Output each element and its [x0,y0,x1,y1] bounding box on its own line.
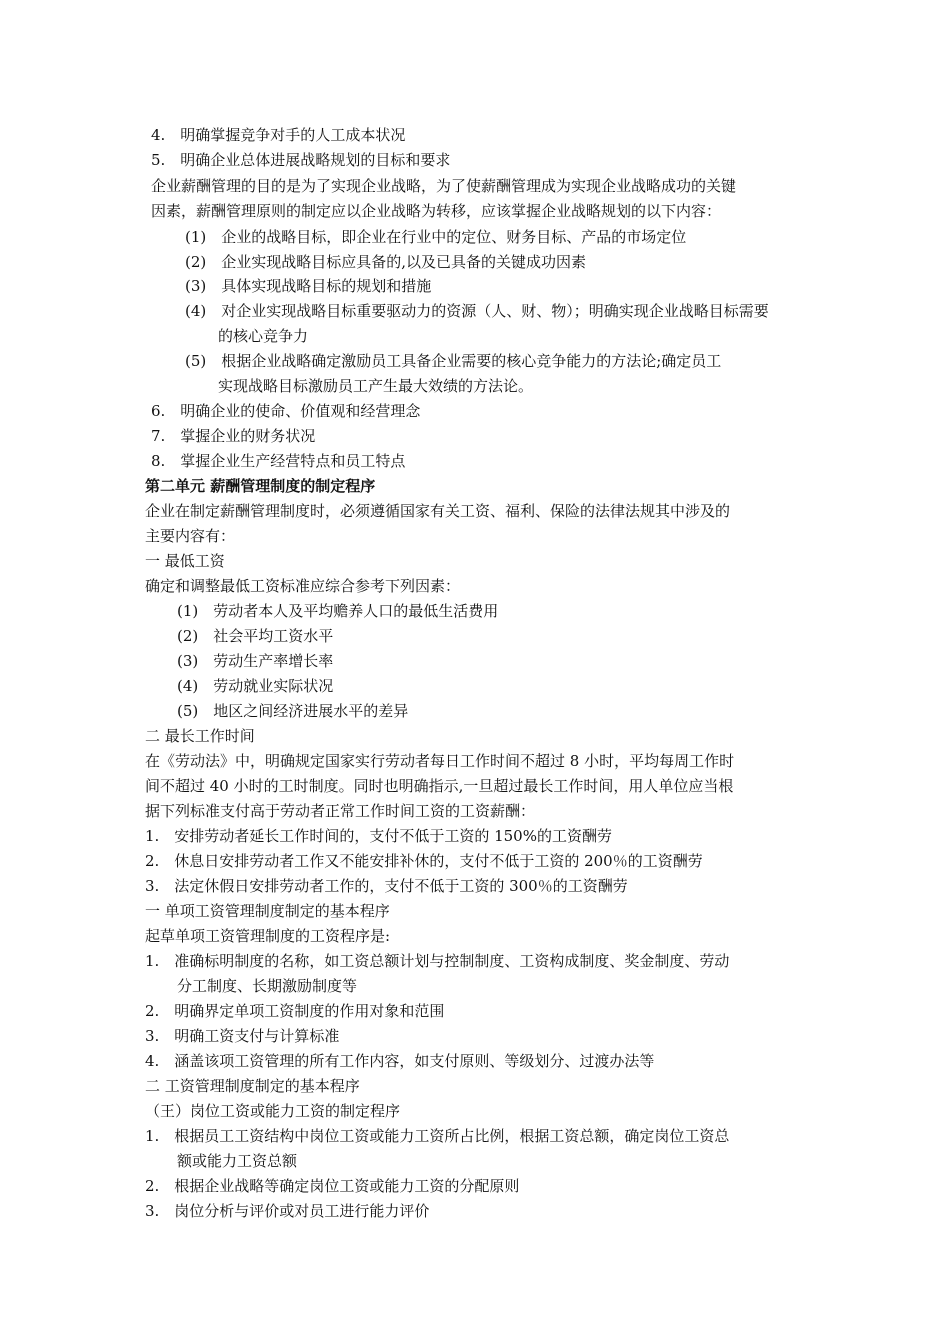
list-item: (5) 根据企业战略确定激励员工具备企业需要的核心竞争能力的方法论;确定员工 [185,352,722,370]
paragraph-line: 确定和调整最低工资标准应综合参考下列因素： [145,577,461,595]
subheading: 二 工资管理制度制定的基本程序 [145,1077,360,1095]
subheading: 一 最低工资 [145,552,225,570]
list-item: (3) 具体实现战略目标的规划和措施 [185,277,432,295]
list-item: 5. 明确企业总体进展战略规划的目标和要求 [151,151,451,169]
list-item: (4) 对企业实现战略目标重要驱动力的资源（人、财、物）；明确实现企业战略目标需要 [185,302,769,320]
paragraph-line: 起草单项工资管理制度的工资程序是: [145,927,391,945]
list-item: (2) 企业实现战略目标应具备的,以及已具备的关键成功因素 [185,253,587,271]
list-item-continuation: 实现战略目标激励员工产生最大效绩的方法论。 [218,377,534,395]
list-item: (5) 地区之间经济进展水平的差异 [177,702,409,720]
subheading: （王）岗位工资或能力工资的制定程序 [145,1102,401,1120]
list-item: 4. 涵盖该项工资管理的所有工作内容，如支付原则、等级划分、过渡办法等 [145,1052,655,1070]
list-item-continuation: 分工制度、长期激励制度等 [177,977,358,995]
list-item: 1. 安排劳动者延长工作时间的，支付不低于工资的 150%的工资酬劳 [145,827,612,845]
subheading: 一 单项工资管理制度制定的基本程序 [145,902,390,920]
paragraph-line: 企业薪酬管理的目的是为了实现企业战略，为了使薪酬管理成为实现企业战略成功的关键 [151,177,737,195]
paragraph-line: 间不超过 40 小时的工时制度。同时也明确指示,一旦超过最长工作时间，用人单位应当根 [145,777,734,795]
list-item: (1) 劳动者本人及平均赡养人口的最低生活费用 [177,602,499,620]
list-item: (1) 企业的战略目标，即企业在行业中的定位、财务目标、产品的市场定位 [185,228,687,246]
list-item: 2. 明确界定单项工资制度的作用对象和范围 [145,1002,445,1020]
list-item: 3. 法定休假日安排劳动者工作的，支付不低于工资的 300％的工资酬劳 [145,877,628,895]
list-item: 1. 根据员工工资结构中岗位工资或能力工资所占比例，根据工资总额，确定岗位工资总 [145,1127,730,1145]
list-item: 2. 根据企业战略等确定岗位工资或能力工资的分配原则 [145,1177,520,1195]
list-item-continuation: 的核心竞争力 [218,327,309,345]
list-item-continuation: 额或能力工资总额 [177,1152,298,1170]
list-item: 8. 掌握企业生产经营特点和员工特点 [151,452,406,470]
paragraph-line: 因素，薪酬管理原则的制定应以企业战略为转移，应该掌握企业战略规划的以下内容： [151,202,722,220]
list-item: 4. 明确掌握竞争对手的人工成本状况 [151,126,406,144]
list-item: 1. 准确标明制度的名称，如工资总额计划与控制制度、工资构成制度、奖金制度、劳动 [145,952,730,970]
list-item: (4) 劳动就业实际状况 [177,677,334,695]
paragraph-line: 主要内容有： [145,527,236,545]
section-heading: 第二单元 薪酬管理制度的制定程序 [145,477,376,495]
list-item: 3. 明确工资支付与计算标准 [145,1027,340,1045]
list-item: 2. 休息日安排劳动者工作又不能安排补休的，支付不低于工资的 200％的工资酬劳 [145,852,703,870]
list-item: (3) 劳动生产率增长率 [177,652,334,670]
list-item: (2) 社会平均工资水平 [177,627,334,645]
subheading: 二 最长工作时间 [145,727,255,745]
paragraph-line: 在《劳动法》中，明确规定国家实行劳动者每日工作时间不超过 8 小时，平均每周工作时 [145,752,735,770]
paragraph-line: 据下列标准支付高于劳动者正常工作时间工资的工资薪酬： [145,802,536,820]
paragraph-line: 企业在制定薪酬管理制度时，必须遵循国家有关工资、福利、保险的法律法规其中涉及的 [145,502,731,520]
list-item: 3. 岗位分析与评价或对员工进行能力评价 [145,1202,430,1220]
list-item: 6. 明确企业的使命、价值观和经营理念 [151,402,421,420]
list-item: 7. 掌握企业的财务状况 [151,427,316,445]
